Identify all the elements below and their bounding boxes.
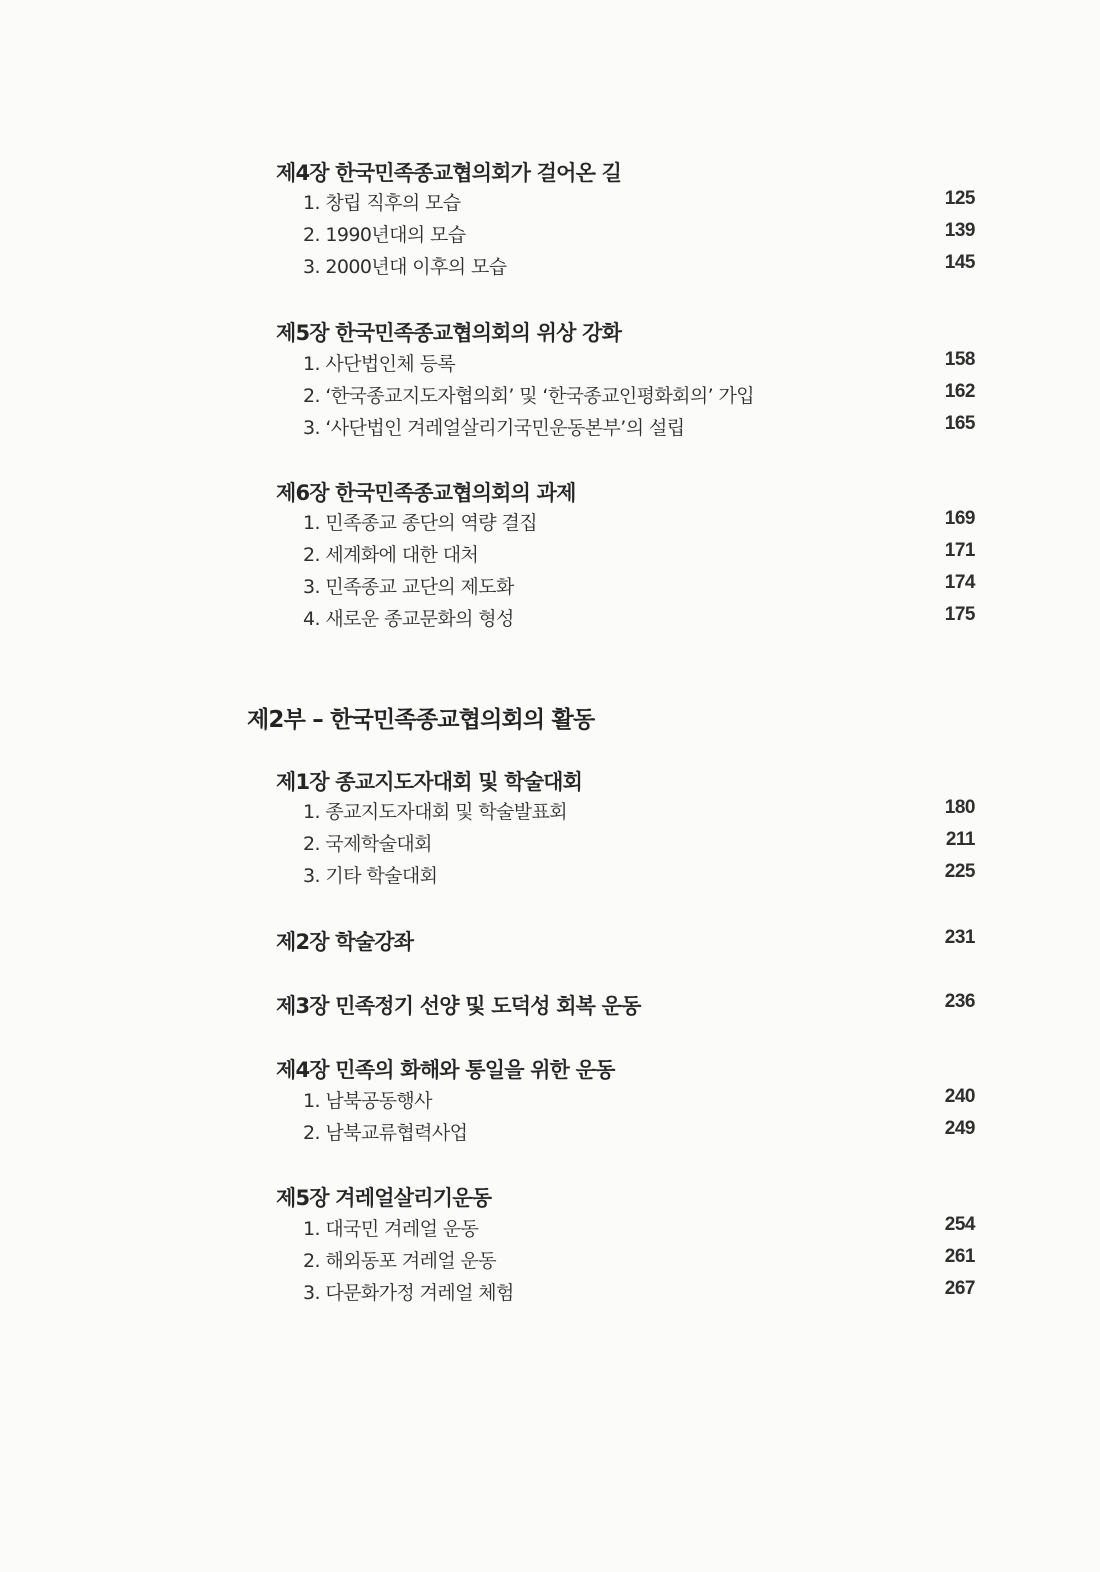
toc-entry[interactable] bbox=[303, 604, 975, 634]
entry-label: 3. 다문화가정 겨레얼 체험 bbox=[303, 1282, 514, 1304]
entry-label: 2. 세계화에 대한 대처 bbox=[303, 544, 479, 566]
entry-label: 2. 해외동포 겨레얼 운동 bbox=[303, 1250, 497, 1272]
entry-page-number: 169 bbox=[944, 508, 975, 529]
entry-page-number: 171 bbox=[944, 540, 975, 561]
chapter-title[interactable]: 제3장 민족정기 선양 및 도덕성 회복 운동 bbox=[276, 994, 641, 1018]
entry-label: 1. 대국민 겨레얼 운동 bbox=[303, 1218, 479, 1240]
chapter-title: 제5장 겨레얼살리기운동 bbox=[276, 1186, 492, 1210]
toc-entry[interactable] bbox=[303, 413, 975, 443]
entry-page-number: 145 bbox=[944, 252, 975, 273]
toc-entry[interactable] bbox=[303, 1278, 975, 1308]
chapter-page-number: 231 bbox=[944, 927, 975, 948]
chapter-title[interactable]: 제2장 학술강좌 bbox=[276, 930, 414, 954]
toc-entry[interactable] bbox=[303, 349, 975, 379]
entry-page-number: 125 bbox=[944, 188, 975, 209]
toc-entry[interactable] bbox=[303, 572, 975, 602]
entry-page-number: 139 bbox=[944, 220, 975, 241]
entry-label: 1. 창립 직후의 모습 bbox=[303, 192, 461, 214]
chapter-title: 제6장 한국민족종교협의회의 과제 bbox=[276, 481, 576, 505]
toc-entry[interactable] bbox=[303, 861, 975, 891]
chapter-title: 제4장 한국민족종교협의회가 걸어온 길 bbox=[276, 161, 622, 185]
toc-entry[interactable] bbox=[303, 1118, 975, 1148]
toc-entry[interactable] bbox=[303, 381, 975, 411]
entry-label: 3. 2000년대 이후의 모습 bbox=[303, 256, 507, 278]
toc-entry[interactable] bbox=[303, 540, 975, 570]
toc-entry[interactable] bbox=[303, 252, 975, 282]
chapter-title: 제4장 민족의 화해와 통일을 위한 운동 bbox=[276, 1058, 615, 1082]
toc-entry[interactable] bbox=[303, 829, 975, 859]
entry-label: 2. 1990년대의 모습 bbox=[303, 224, 466, 246]
entry-label: 1. 남북공동행사 bbox=[303, 1090, 432, 1112]
toc-entry[interactable] bbox=[303, 220, 975, 250]
entry-page-number: 165 bbox=[944, 413, 975, 434]
chapter-title: 제5장 한국민족종교협의회의 위상 강화 bbox=[276, 321, 622, 345]
entry-page-number: 211 bbox=[945, 829, 975, 850]
entry-label: 2. 국제학술대회 bbox=[303, 833, 432, 855]
entry-page-number: 175 bbox=[944, 604, 975, 625]
toc-entry[interactable] bbox=[303, 508, 975, 538]
entry-label: 1. 종교지도자대회 및 학술발표회 bbox=[303, 801, 568, 823]
toc-entry[interactable] bbox=[303, 1086, 975, 1116]
entry-label: 3. 민족종교 교단의 제도화 bbox=[303, 576, 514, 598]
toc-entry[interactable] bbox=[303, 797, 975, 827]
entry-page-number: 158 bbox=[944, 349, 975, 370]
toc-entry[interactable] bbox=[303, 1246, 975, 1276]
entry-label: 3. ‘사단법인 겨레얼살리기국민운동본부’의 설립 bbox=[303, 417, 685, 439]
part-title: 제2부 – 한국민족종교협의회의 활동 bbox=[247, 707, 595, 733]
toc-entry[interactable] bbox=[303, 1214, 975, 1244]
entry-label: 4. 새로운 종교문화의 형성 bbox=[303, 608, 514, 630]
entry-label: 3. 기타 학술대회 bbox=[303, 865, 438, 887]
entry-page-number: 162 bbox=[944, 381, 975, 402]
entry-page-number: 174 bbox=[944, 572, 975, 593]
entry-page-number: 240 bbox=[944, 1086, 975, 1107]
entry-label: 1. 민족종교 종단의 역량 결집 bbox=[303, 512, 537, 534]
chapter-page-number: 236 bbox=[944, 991, 975, 1012]
entry-label: 2. ‘한국종교지도자협의회’ 및 ‘한국종교인평화회의’ 가입 bbox=[303, 385, 755, 407]
entry-page-number: 249 bbox=[944, 1118, 975, 1139]
chapter-title: 제1장 종교지도자대회 및 학술대회 bbox=[276, 770, 583, 794]
entry-page-number: 261 bbox=[944, 1246, 975, 1267]
entry-page-number: 225 bbox=[944, 861, 975, 882]
entry-page-number: 180 bbox=[944, 797, 975, 818]
entry-label: 2. 남북교류협력사업 bbox=[303, 1122, 468, 1144]
toc-entry[interactable] bbox=[303, 188, 975, 218]
entry-page-number: 254 bbox=[944, 1214, 975, 1235]
entry-page-number: 267 bbox=[944, 1278, 975, 1299]
entry-label: 1. 사단법인체 등록 bbox=[303, 353, 456, 375]
